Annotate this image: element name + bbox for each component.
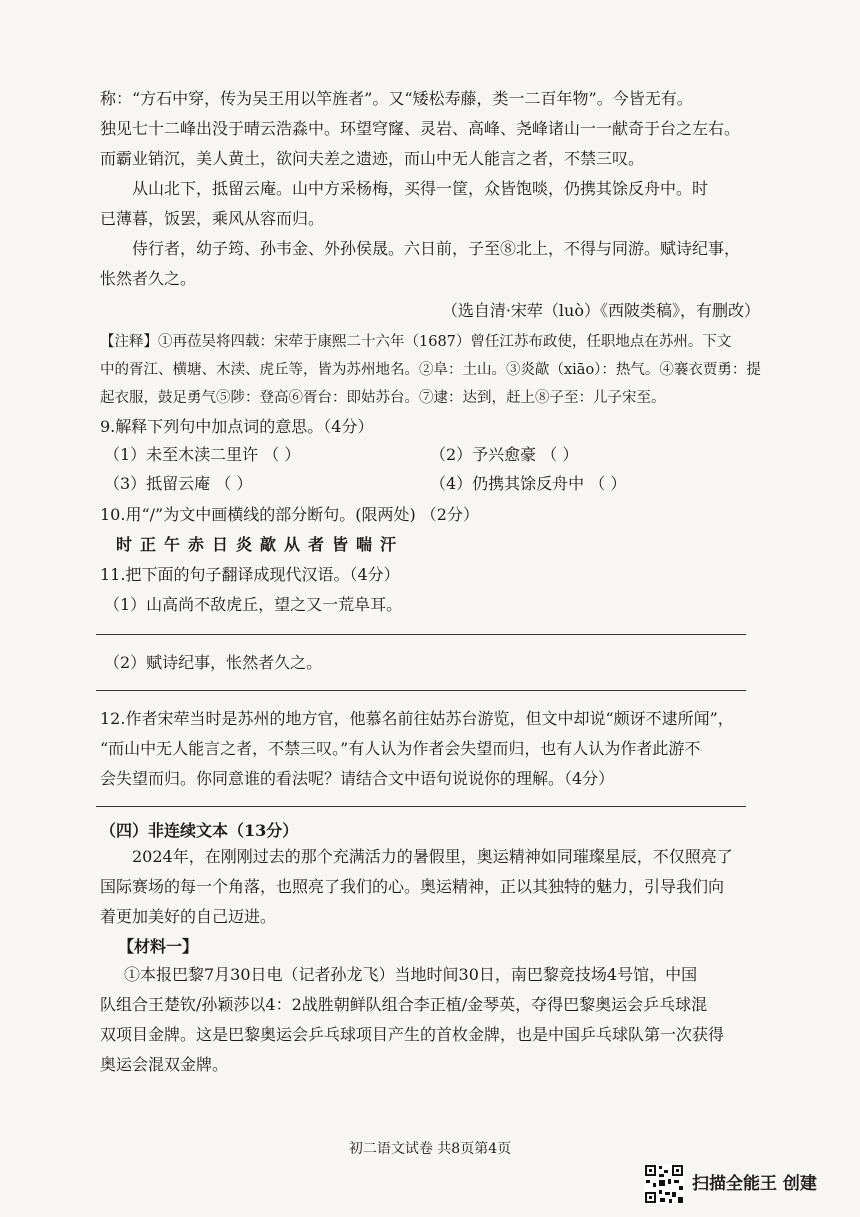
q9-title: 9.解释下列句中加点词的意思。（4分） xyxy=(100,417,374,436)
passage-line: 怅然者久之。 xyxy=(100,269,197,288)
q12-text xyxy=(100,704,760,794)
answer-line[interactable] xyxy=(96,806,746,807)
q9-item-3: （3）抵留云庵 （ ） xyxy=(104,474,253,493)
passage-line: 已薄暮，饭罢，乘风从容而归。 xyxy=(100,209,325,228)
intro-line: 2024年，在刚刚过去的那个充满活力的暑假里，奥运精神如同璀璨星辰，不仅照亮了 xyxy=(132,847,733,866)
passage-source: （选自清·宋荦（luò）《西陂类稿》，有删改） xyxy=(441,301,760,320)
passage-line: 独见七十二峰出没于晴云浩淼中。环望穹窿、灵岩、高峰、尧峰诸山一一献奇于台之左右。 xyxy=(100,119,741,138)
material-line: 双项目金牌。这是巴黎奥运会乒乓球项目产生的首枚金牌，也是中国乒乓球队第一次获得 xyxy=(100,1025,725,1044)
passage-paragraph-2 xyxy=(100,174,760,234)
answer-line[interactable] xyxy=(96,634,746,635)
brand-watermark: 扫描全能王 创建 xyxy=(692,1174,817,1194)
q12-line: 会失望而归。你同意谁的看法呢？请结合文中语句说说你的理解。（4分） xyxy=(100,769,615,788)
q11-title: 11.把下面的句子翻译成现代汉语。（4分） xyxy=(100,565,400,584)
passage-line: 从山北下，抵留云庵。山中方采杨梅，买得一筐，众皆饱啖，仍携其馀反舟中。时 xyxy=(132,179,709,198)
q9-item-1: （1）未至木渎二里许 （ ） xyxy=(104,445,301,464)
material-line: 队组合王楚钦/孙颖莎以4：2战胜朝鲜队组合李正植/金琴英，夺得巴黎奥运会乒乓球混 xyxy=(100,995,708,1014)
qr-code-icon xyxy=(644,1164,684,1204)
intro-line: 着更加美好的自己迈进。 xyxy=(100,907,277,926)
note-line: 【注释】①再莅吴将四载：宋荦于康熙二十六年（1687）曾任江苏布政使，任职地点在苏州。下文 xyxy=(100,334,732,350)
q9-item-4: （4）仍携其馀反舟中 （ ） xyxy=(430,474,627,493)
q11-item-1: （1）山高尚不敌虎丘，望之又一荒阜耳。 xyxy=(104,595,403,614)
q10-title: 10.用“/”为文中画横线的部分断句。(限两处) （2分） xyxy=(100,505,479,524)
q12-line: “而山中无人能言之者，不禁三叹。”有人认为作者会失望而归，也有人认为作者此游不 xyxy=(100,739,701,758)
intro-line: 国际赛场的每一个角落，也照亮了我们的心。奥运精神，正以其独特的魅力，引导我们向 xyxy=(100,877,725,896)
material-line: 奥运会混双金牌。 xyxy=(100,1055,229,1074)
note-line: 起衣服，鼓足勇气⑤陟：登高⑥胥台：即姑苏台。⑦逮：达到，赶上⑧子至：儿子宋至。 xyxy=(100,390,666,406)
page-footer: 初二语文试卷 共8页第4页 xyxy=(348,1141,512,1157)
q12-line: 12.作者宋荦当时是苏州的地方官，他慕名前往姑苏台游览，但文中却说“颇讶不逮所闻”， xyxy=(100,709,734,728)
q11-item-2: （2）赋诗纪事，怅然者久之。 xyxy=(104,653,323,672)
section-4-intro xyxy=(100,842,760,932)
material-line: ①本报巴黎7月30日电（记者孙龙飞）当地时间30日，南巴黎竞技场4号馆，中国 xyxy=(124,965,698,984)
section-4-heading: （四）非连续文本（13分） xyxy=(100,821,299,840)
note-line: 中的胥江、横塘、木渎、虎丘等，皆为苏州地名。②阜：土山。③炎歊（xiāo）：热气。④褰衣贾勇：提 xyxy=(100,362,761,378)
passage-line: 而霸业销沉，美人黄土，欲问夫差之遗迹，而山中无人能言之者，不禁三叹。 xyxy=(100,149,645,168)
passage-paragraph-3 xyxy=(100,234,760,294)
passage-line: 侍行者，幼子筠、孙韦金、外孙侯晟。六日前，子至⑧北上，不得与同游。赋诗纪事， xyxy=(132,239,741,258)
q9-item-2: （2）予兴愈豪 （ ） xyxy=(430,445,579,464)
material-1-title: 【材料一】 xyxy=(118,937,199,956)
annotation-notes xyxy=(100,328,760,412)
material-1-body xyxy=(100,960,760,1080)
q10-sentence: 时正午赤日炎歊从者皆喘汗 xyxy=(116,535,405,554)
answer-line[interactable] xyxy=(96,690,746,691)
passage-paragraph-1 xyxy=(100,84,760,174)
passage-line: 称：“方石中穿，传为吴王用以竿旌者”。又“矮松寿藤，类一二百年物”。今皆无有。 xyxy=(100,89,693,108)
